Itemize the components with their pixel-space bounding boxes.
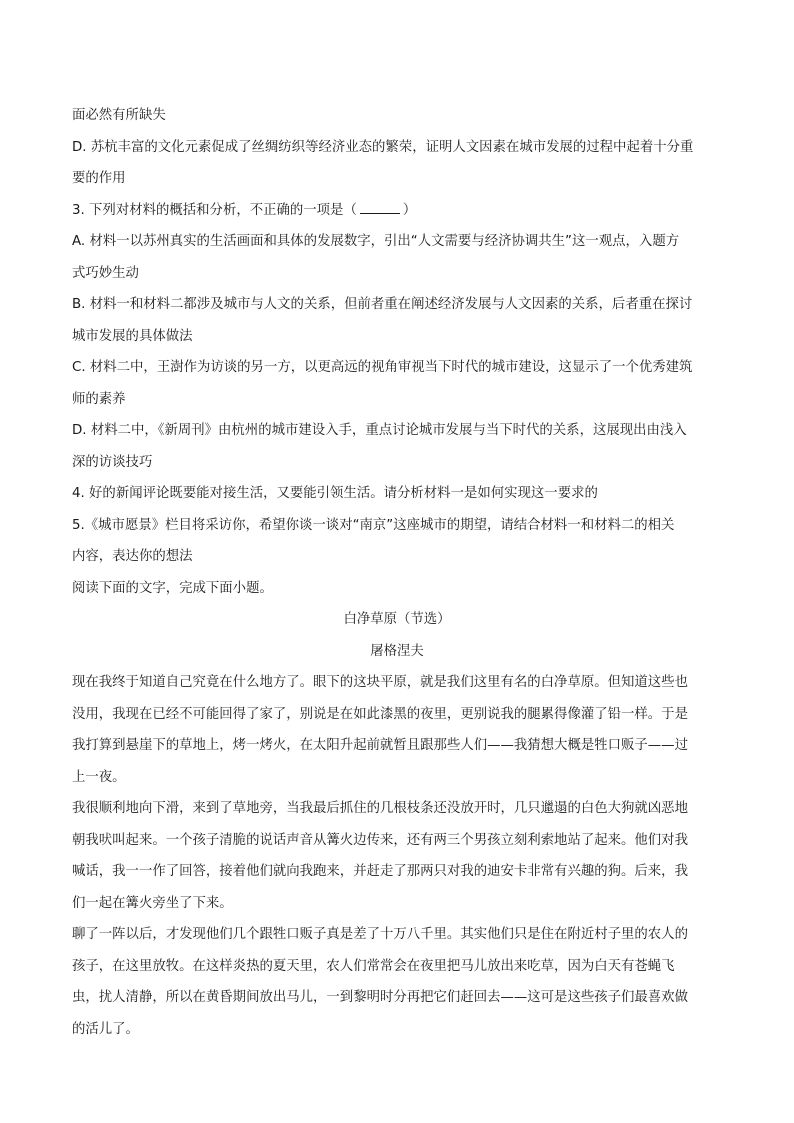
question-3-option-d-line-1: D. 材料二中，《新周刊》由杭州的城市建设入手，重点讨论城市发展与当下时代的关系，这展现出由浅入 [72,423,687,438]
question-3-option-d-line-2: 深的访谈技巧 [72,454,153,470]
reading-instruction: 阅读下面的文字，完成下面小题。 [72,580,273,596]
document-page [72,100,722,1045]
passage-paragraph-1-line-1: 现在我终于知道自己究竟在什么地方了。眼下的这块平原，就是我们这里有名的白净草原。但知道这些也 [72,675,688,690]
passage-paragraph-3-line-3: 虫，扰人清静，所以在黄昏期间放出马儿，一到黎明时分再把它们赶回去——这可是这些孩子们最喜欢做 [72,990,688,1005]
question-5-line-1: 5.《城市愿景》栏目将采访你，希望你谈一谈对“南京”这座城市的期望，请结合材料一和材料二的相关 [72,517,675,533]
passage-paragraph-1-line-3: 我打算到悬崖下的草地上，烤一烤火，在太阳升起前就暂且跟那些人们——我猜想大概是牲口贩子——过 [72,738,688,753]
question-3-option-b-line-2: 城市发展的具体做法 [72,328,193,344]
question-3-option-c-line-2: 师的素养 [72,391,126,407]
passage-paragraph-3-line-2: 孩子，在这里放牧。在这样炎热的夏天里，农人们常常会在夜里把马儿放出来吃草，因为白天有苍蝇飞 [72,958,675,974]
question-2-option-d-line-1: D. 苏杭丰富的文化元素促成了丝绸纺织等经济业态的繁荣，证明人文因素在城市发展的过程中起着十分重 [72,139,694,155]
question-3-option-b-line-1: B. 材料一和材料二都涉及城市与人文的关系，但前者重在阐述经济发展与人文因素的关系，后者重在探讨 [72,297,693,312]
question-4: 4. 好的新闻评论既要能对接生活，又要能引领生活。请分析材料一是如何实现这一要求的 [72,486,598,501]
question-3-stem [72,195,722,227]
passage-paragraph-2-line-1: 我很顺利地向下滑，来到了草地旁，当我最后抓住的几根枝条还没放开时，几只邋遢的白色大狗就凶恶地 [72,801,688,816]
passage-title: 白净草原（节选） [343,612,451,627]
passage-paragraph-3-line-1: 聊了一阵以后，才发现他们几个跟牲口贩子真是差了十万八千里。其实他们只是住在附近村子里的农人的 [72,927,688,942]
answer-blank [360,199,400,214]
question-3-option-c-line-1: C. 材料二中，王澍作为访谈的另一方，以更高远的视角审视当下时代的城市建设，这显示了一个优秀建筑 [72,360,693,375]
passage-paragraph-2-line-4: 们一起在篝火旁坐了下来。 [72,895,233,911]
question-3-option-a-line-1: A. 材料一以苏州真实的生活画面和具体的发展数字，引出“人文需要与经济协调共生”这一观点，入题方 [72,234,680,249]
passage-paragraph-1-line-4: 上一夜。 [72,769,126,785]
passage-paragraph-2-line-2: 朝我吠叫起来。一个孩子清脆的说话声音从篝火边传来，还有两三个男孩立刻利索地站了起来。他们对我 [72,832,688,848]
passage-paragraph-2-line-3: 喊话，我一一作了回答，接着他们就向我跑来，并赶走了那两只对我的迪安卡非常有兴趣的狗。后来，我 [72,864,688,879]
question-3-stem-close: ） [402,202,417,218]
question-5-line-2: 内容，表达你的想法 [72,549,193,564]
passage-author: 屠格涅夫 [370,643,424,659]
question-2-option-d-tail: 面必然有所缺失 [72,108,166,123]
passage-paragraph-3-line-4: 的活儿了。 [72,1021,139,1037]
question-3-option-a-line-2: 式巧妙生动 [72,265,139,281]
question-3-stem-text: 3. 下列对材料的概括和分析，不正确的一项是（ [72,202,357,218]
passage-paragraph-1-line-2: 没用，我现在已经不可能回得了家了，别说是在如此漆黑的夜里，更别说我的腿累得像灌了铅一样。于是 [72,706,688,722]
question-2-option-d-line-2: 要的作用 [72,171,126,186]
